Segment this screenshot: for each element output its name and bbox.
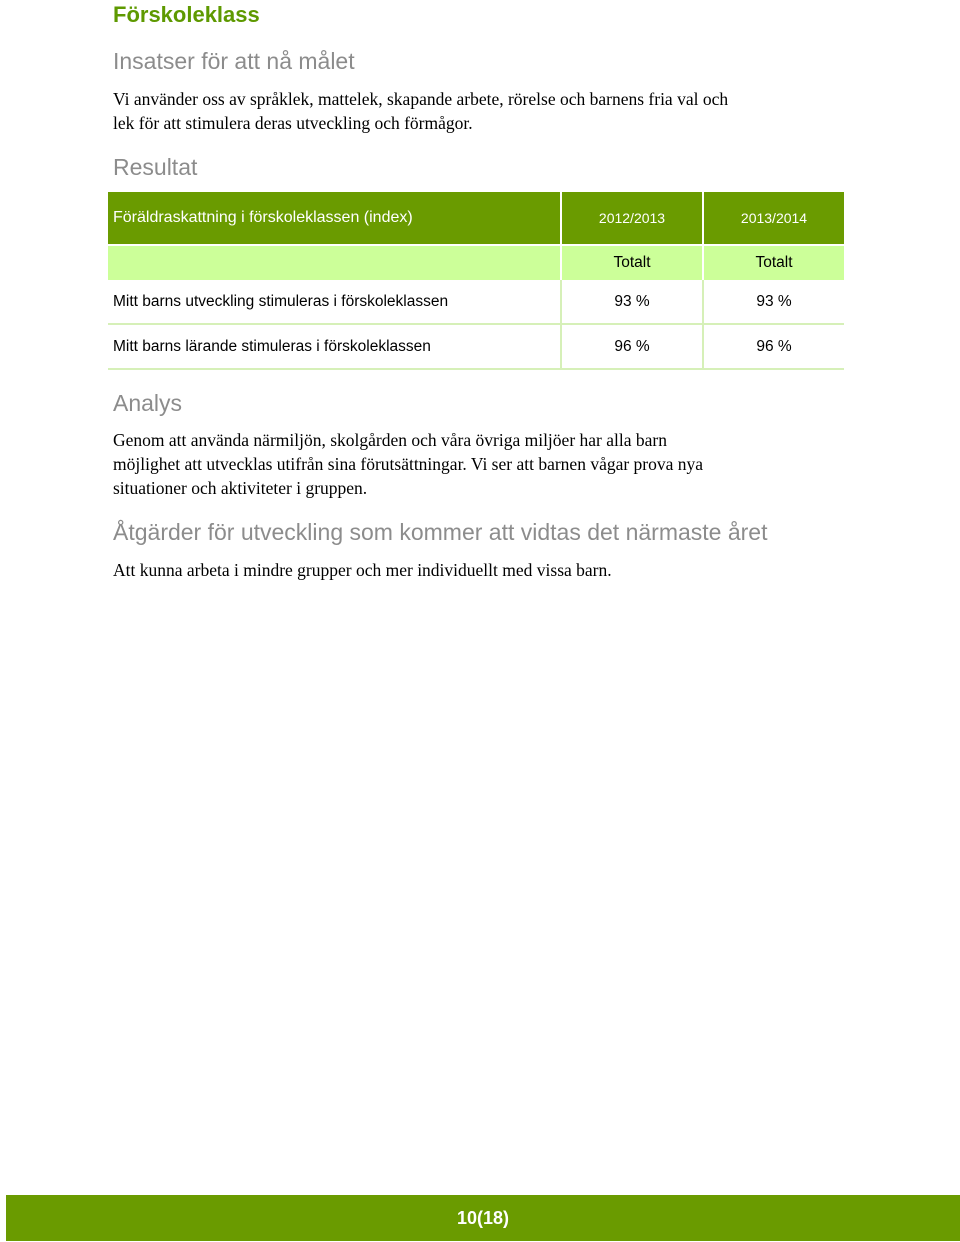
table-row <box>108 324 844 369</box>
section-heading-atgarder: Åtgärder för utveckling som kommer att vidtas det närmaste året <box>113 519 768 545</box>
table-header-year: 2012/2013 <box>561 192 703 245</box>
paragraph-line: lek för att stimulera deras utveckling och förmågor. <box>113 113 473 133</box>
results-table <box>108 192 844 370</box>
table-subheader-row <box>108 245 844 280</box>
table-header-row <box>108 192 844 245</box>
table-header-label: Föräldraskattning i förskoleklassen (index) <box>108 192 561 245</box>
table-cell-value: 93 % <box>561 280 703 324</box>
table-row-label: Mitt barns lärande stimuleras i förskoleklassen <box>108 324 561 369</box>
paragraph-line: Att kunna arbeta i mindre grupper och mer individuellt med vissa barn. <box>113 560 612 580</box>
paragraph-line: Vi använder oss av språklek, mattelek, skapande arbete, rörelse och barnens fria val och <box>113 89 729 109</box>
table-row <box>108 280 844 324</box>
paragraph-line: situationer och aktiviteter i gruppen. <box>113 478 368 498</box>
page-footer <box>6 1195 960 1241</box>
paragraph-line: möjlighet att utvecklas utifrån sina förutsättningar. Vi ser att barnen vågar prova nya <box>113 454 704 474</box>
section-heading-resultat: Resultat <box>113 154 198 180</box>
paragraph-atgarder <box>113 558 612 582</box>
table-cell-value: 93 % <box>703 280 844 324</box>
table-cell-value: 96 % <box>561 324 703 369</box>
page-number: 10(18) <box>456 1207 510 1228</box>
paragraph-insatser <box>113 87 728 135</box>
table-cell-value: 96 % <box>703 324 844 369</box>
table-row-label: Mitt barns utveckling stimuleras i förskoleklassen <box>108 280 561 324</box>
table-subheader-cell: Totalt <box>703 245 844 280</box>
table-subheader-empty <box>108 245 561 280</box>
section-heading-insatser: Insatser för att nå målet <box>113 48 355 74</box>
page-title: Förskoleklass <box>113 2 260 27</box>
table-subheader-cell: Totalt <box>561 245 703 280</box>
table-header-year: 2013/2014 <box>703 192 844 245</box>
paragraph-analys <box>113 428 703 500</box>
paragraph-line: Genom att använda närmiljön, skolgården och våra övriga miljöer har alla barn <box>113 430 667 450</box>
section-heading-analys: Analys <box>113 390 183 416</box>
